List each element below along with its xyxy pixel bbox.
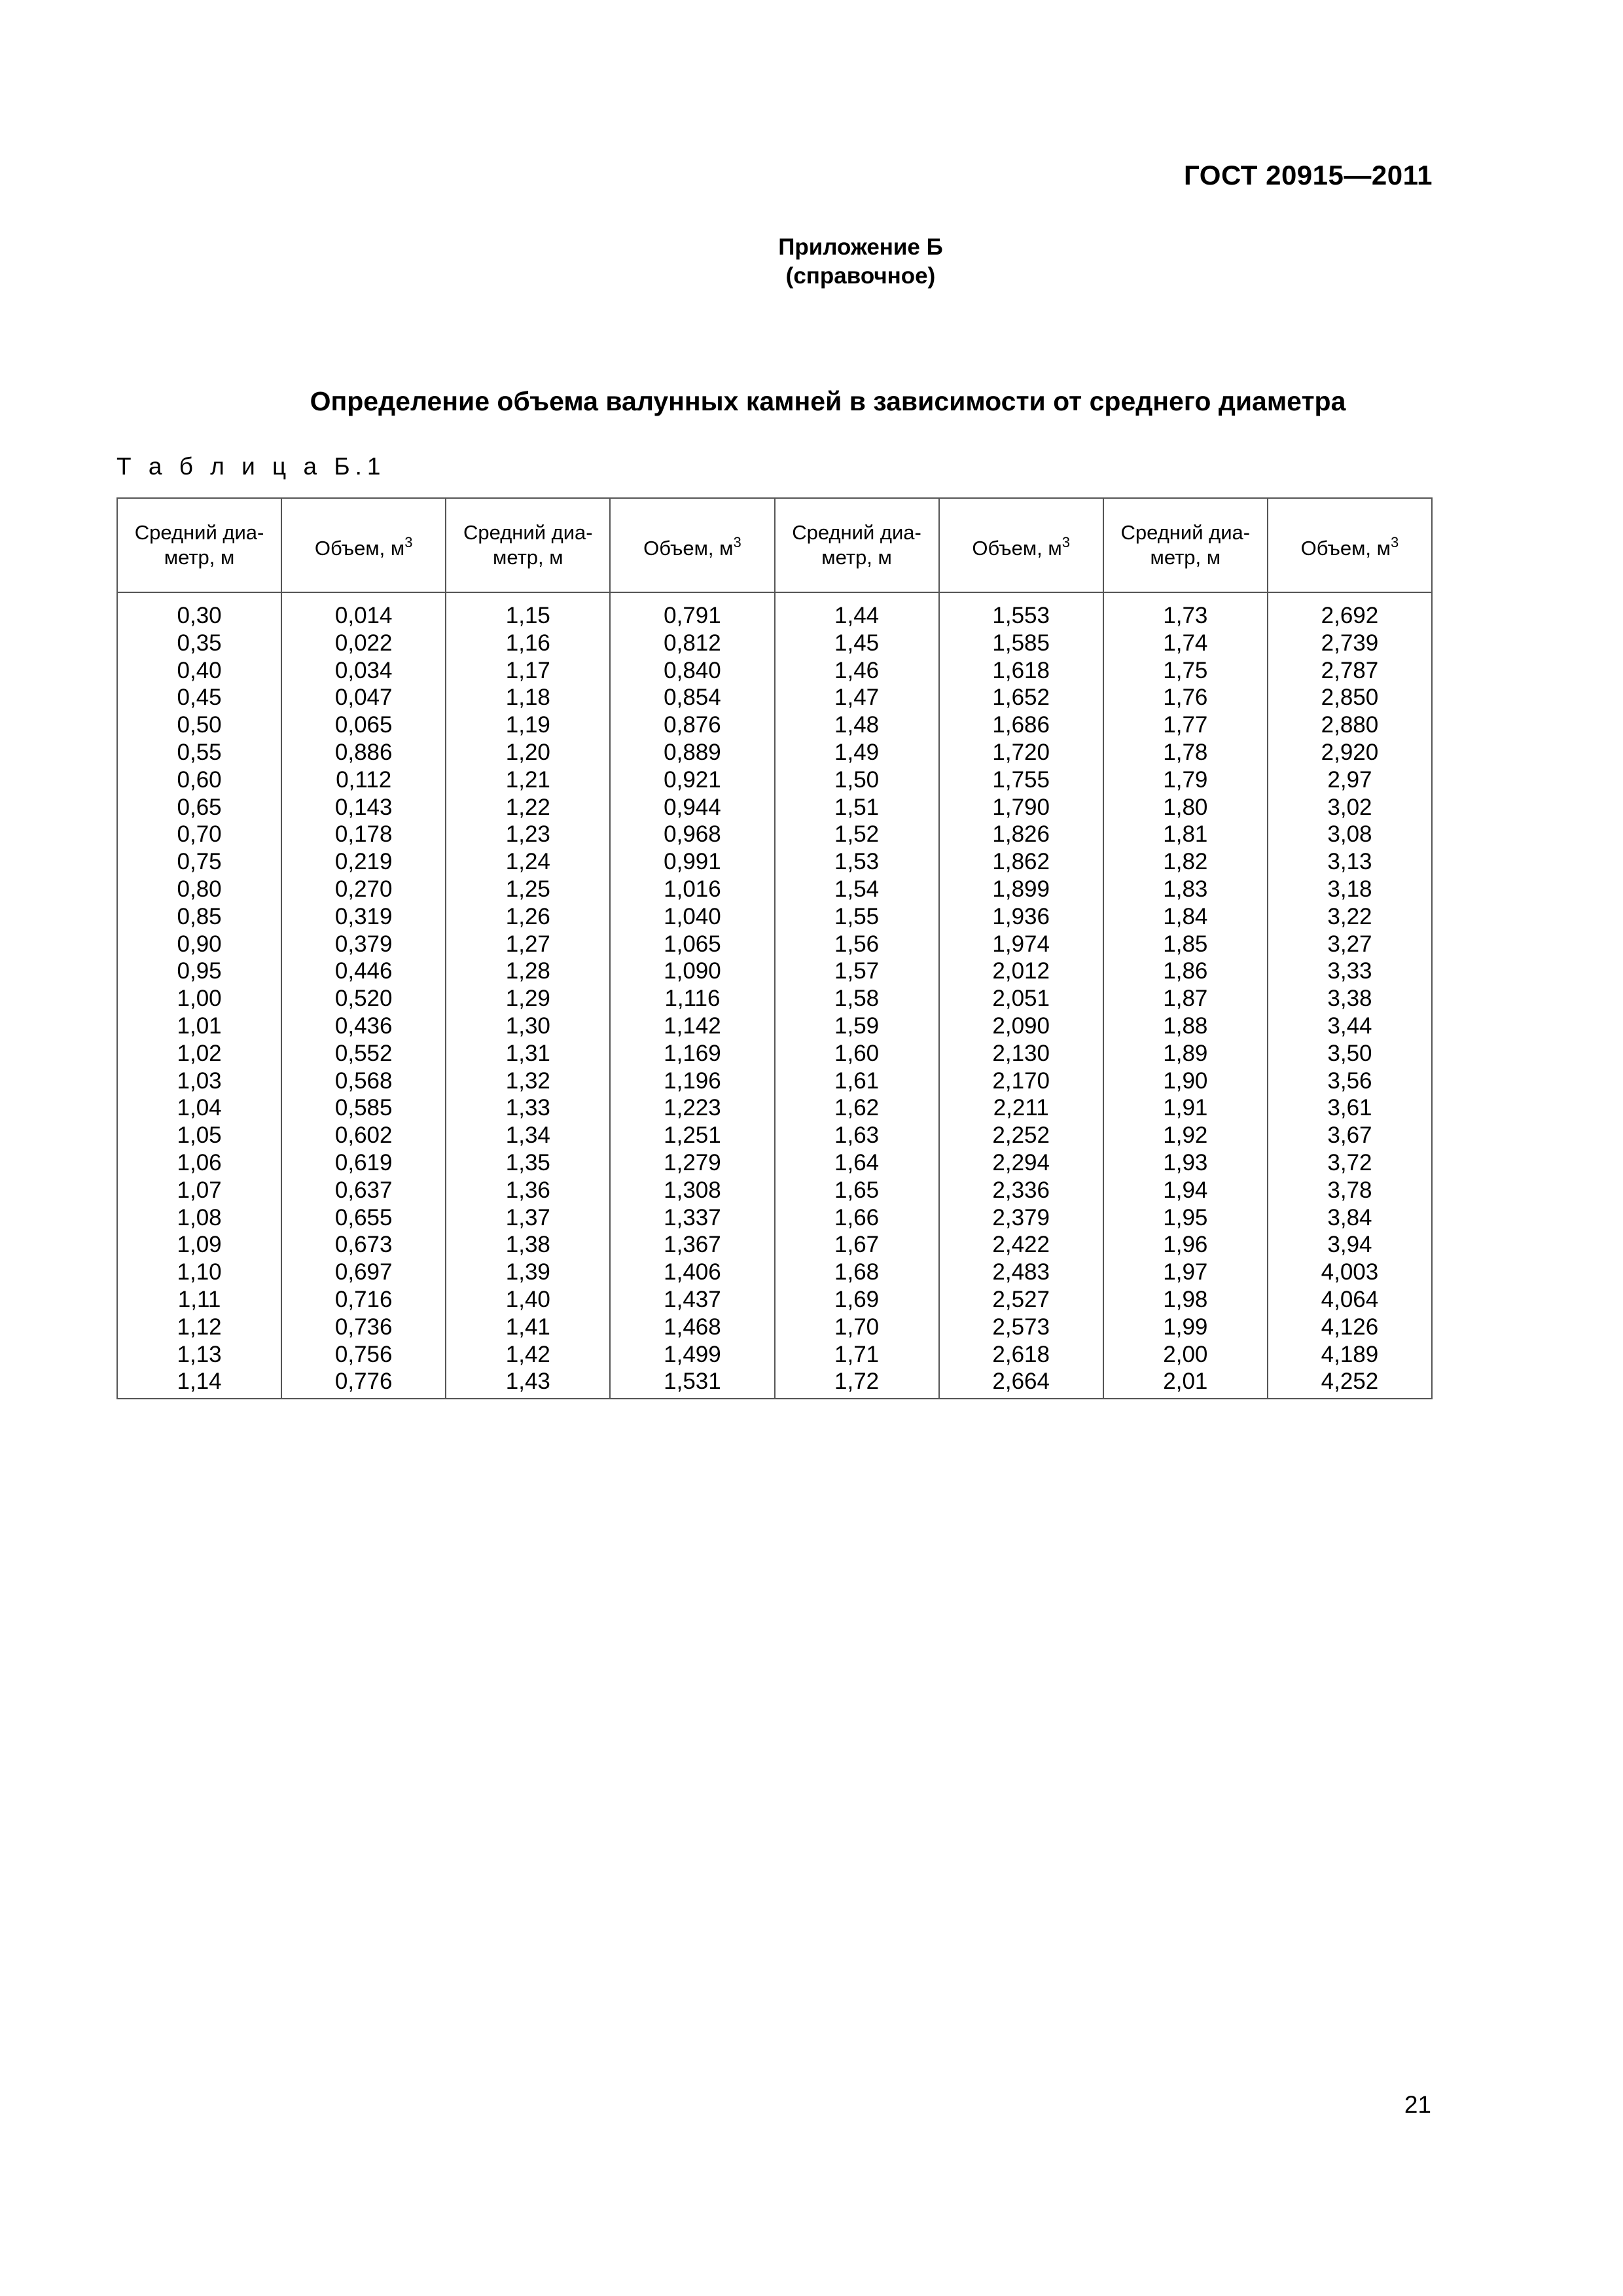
header-diameter: Средний диа- метр, м bbox=[775, 498, 939, 592]
diameter-cell: 1,21 bbox=[446, 766, 610, 794]
volume-cell: 4,003 bbox=[1268, 1259, 1432, 1286]
diameter-cell: 1,17 bbox=[446, 657, 610, 685]
volume-cell: 0,022 bbox=[281, 630, 446, 657]
volume-cell: 1,899 bbox=[939, 876, 1103, 903]
volume-cell: 2,573 bbox=[939, 1314, 1103, 1341]
volume-cell: 2,252 bbox=[939, 1122, 1103, 1149]
diameter-cell: 1,40 bbox=[446, 1286, 610, 1314]
diameter-cell: 1,01 bbox=[117, 1013, 281, 1040]
diameter-cell: 1,53 bbox=[775, 848, 939, 876]
volume-cell: 4,126 bbox=[1268, 1314, 1432, 1341]
diameter-cell: 1,94 bbox=[1103, 1177, 1268, 1204]
diameter-cell: 1,46 bbox=[775, 657, 939, 685]
diameter-cell: 1,00 bbox=[117, 985, 281, 1013]
table-row bbox=[117, 903, 1432, 931]
diameter-cell: 1,20 bbox=[446, 739, 610, 766]
volume-cell: 2,692 bbox=[1268, 592, 1432, 630]
volume-cell: 1,531 bbox=[610, 1368, 774, 1399]
diameter-cell: 0,35 bbox=[117, 630, 281, 657]
volume-cell: 2,211 bbox=[939, 1094, 1103, 1122]
diameter-cell: 1,70 bbox=[775, 1314, 939, 1341]
table-row bbox=[117, 1177, 1432, 1204]
volume-cell: 1,116 bbox=[610, 985, 774, 1013]
diameter-cell: 1,75 bbox=[1103, 657, 1268, 685]
table-label: Т а б л и ц а Б.1 bbox=[116, 453, 386, 480]
diameter-cell: 1,42 bbox=[446, 1341, 610, 1369]
volume-cell: 0,736 bbox=[281, 1314, 446, 1341]
volume-cell: 0,436 bbox=[281, 1013, 446, 1040]
table-row bbox=[117, 1122, 1432, 1149]
diameter-cell: 1,45 bbox=[775, 630, 939, 657]
diameter-cell: 1,37 bbox=[446, 1204, 610, 1232]
diameter-cell: 1,62 bbox=[775, 1094, 939, 1122]
diameter-cell: 1,58 bbox=[775, 985, 939, 1013]
table-row bbox=[117, 931, 1432, 958]
diameter-cell: 1,35 bbox=[446, 1149, 610, 1177]
page-title: Определение объема валунных камней в зависимости от среднего диаметра bbox=[310, 386, 1346, 416]
volume-cell: 0,673 bbox=[281, 1231, 446, 1259]
volume-cell: 1,337 bbox=[610, 1204, 774, 1232]
diameter-cell: 1,97 bbox=[1103, 1259, 1268, 1286]
volume-cell: 1,499 bbox=[610, 1341, 774, 1369]
diameter-cell: 1,67 bbox=[775, 1231, 939, 1259]
diameter-cell: 1,06 bbox=[117, 1149, 281, 1177]
diameter-cell: 1,11 bbox=[117, 1286, 281, 1314]
volume-cell: 0,552 bbox=[281, 1040, 446, 1067]
volume-cell: 3,08 bbox=[1268, 821, 1432, 848]
diameter-cell: 1,96 bbox=[1103, 1231, 1268, 1259]
table-row bbox=[117, 684, 1432, 711]
volume-cell: 1,618 bbox=[939, 657, 1103, 685]
volume-cell: 3,56 bbox=[1268, 1067, 1432, 1095]
diameter-cell: 1,54 bbox=[775, 876, 939, 903]
volume-cell: 2,618 bbox=[939, 1341, 1103, 1369]
volume-cell: 1,196 bbox=[610, 1067, 774, 1095]
diameter-cell: 1,14 bbox=[117, 1368, 281, 1399]
volume-cell: 1,308 bbox=[610, 1177, 774, 1204]
volume-cell: 2,527 bbox=[939, 1286, 1103, 1314]
diameter-cell: 1,68 bbox=[775, 1259, 939, 1286]
volume-cell: 1,686 bbox=[939, 711, 1103, 739]
diameter-cell: 1,12 bbox=[117, 1314, 281, 1341]
table-row bbox=[117, 766, 1432, 794]
volume-cell: 3,02 bbox=[1268, 794, 1432, 821]
volume-cell: 3,72 bbox=[1268, 1149, 1432, 1177]
diameter-cell: 1,99 bbox=[1103, 1314, 1268, 1341]
volume-cell: 1,065 bbox=[610, 931, 774, 958]
diameter-cell: 1,93 bbox=[1103, 1149, 1268, 1177]
diameter-cell: 0,80 bbox=[117, 876, 281, 903]
volume-cell: 1,974 bbox=[939, 931, 1103, 958]
table-row bbox=[117, 630, 1432, 657]
diameter-cell: 1,05 bbox=[117, 1122, 281, 1149]
diameter-cell: 1,27 bbox=[446, 931, 610, 958]
volume-cell: 1,585 bbox=[939, 630, 1103, 657]
volume-cell: 3,18 bbox=[1268, 876, 1432, 903]
volume-cell: 0,991 bbox=[610, 848, 774, 876]
diameter-cell: 1,98 bbox=[1103, 1286, 1268, 1314]
diameter-cell: 1,86 bbox=[1103, 958, 1268, 985]
table-row bbox=[117, 1040, 1432, 1067]
volume-cell: 1,090 bbox=[610, 958, 774, 985]
volume-cell: 3,50 bbox=[1268, 1040, 1432, 1067]
volume-cell: 0,319 bbox=[281, 903, 446, 931]
diameter-cell: 1,77 bbox=[1103, 711, 1268, 739]
diameter-cell: 1,61 bbox=[775, 1067, 939, 1095]
volume-cell: 3,84 bbox=[1268, 1204, 1432, 1232]
diameter-cell: 0,95 bbox=[117, 958, 281, 985]
volume-cell: 2,850 bbox=[1268, 684, 1432, 711]
diameter-cell: 1,31 bbox=[446, 1040, 610, 1067]
volume-cell: 0,889 bbox=[610, 739, 774, 766]
diameter-cell: 1,78 bbox=[1103, 739, 1268, 766]
diameter-cell: 1,82 bbox=[1103, 848, 1268, 876]
diameter-cell: 1,28 bbox=[446, 958, 610, 985]
volume-cell: 1,936 bbox=[939, 903, 1103, 931]
volume-cell: 1,251 bbox=[610, 1122, 774, 1149]
table-row bbox=[117, 1368, 1432, 1399]
header-volume: Объем, $м^3$ bbox=[281, 498, 446, 592]
diameter-cell: 1,51 bbox=[775, 794, 939, 821]
volume-cell: 0,812 bbox=[610, 630, 774, 657]
volume-cell: 0,112 bbox=[281, 766, 446, 794]
table-row bbox=[117, 985, 1432, 1013]
volume-cell: 0,921 bbox=[610, 766, 774, 794]
diameter-cell: 1,95 bbox=[1103, 1204, 1268, 1232]
diameter-cell: 1,87 bbox=[1103, 985, 1268, 1013]
diameter-cell: 1,30 bbox=[446, 1013, 610, 1040]
diameter-cell: 0,45 bbox=[117, 684, 281, 711]
table-row bbox=[117, 657, 1432, 685]
volume-cell: 4,189 bbox=[1268, 1341, 1432, 1369]
boulder-volume-table bbox=[116, 497, 1433, 1399]
volume-cell: 2,379 bbox=[939, 1204, 1103, 1232]
diameter-cell: 1,25 bbox=[446, 876, 610, 903]
volume-cell: 0,968 bbox=[610, 821, 774, 848]
diameter-cell: 1,90 bbox=[1103, 1067, 1268, 1095]
diameter-cell: 1,65 bbox=[775, 1177, 939, 1204]
diameter-cell: 1,10 bbox=[117, 1259, 281, 1286]
diameter-cell: 2,01 bbox=[1103, 1368, 1268, 1399]
diameter-cell: 0,85 bbox=[117, 903, 281, 931]
volume-cell: 3,94 bbox=[1268, 1231, 1432, 1259]
diameter-cell: 1,48 bbox=[775, 711, 939, 739]
diameter-cell: 0,30 bbox=[117, 592, 281, 630]
volume-cell: 0,219 bbox=[281, 848, 446, 876]
table-row bbox=[117, 739, 1432, 766]
header-diameter: Средний диа- метр, м bbox=[117, 498, 281, 592]
diameter-cell: 1,57 bbox=[775, 958, 939, 985]
diameter-cell: 0,70 bbox=[117, 821, 281, 848]
diameter-cell: 1,80 bbox=[1103, 794, 1268, 821]
diameter-cell: 0,60 bbox=[117, 766, 281, 794]
diameter-cell: 1,72 bbox=[775, 1368, 939, 1399]
volume-cell: 0,716 bbox=[281, 1286, 446, 1314]
diameter-cell: 1,38 bbox=[446, 1231, 610, 1259]
diameter-cell: 1,29 bbox=[446, 985, 610, 1013]
volume-cell: 1,367 bbox=[610, 1231, 774, 1259]
page-number: 21 bbox=[1404, 2091, 1431, 2118]
diameter-cell: 1,74 bbox=[1103, 630, 1268, 657]
diameter-cell: 1,66 bbox=[775, 1204, 939, 1232]
table-body bbox=[117, 592, 1432, 1399]
diameter-cell: 1,76 bbox=[1103, 684, 1268, 711]
diameter-cell: 1,47 bbox=[775, 684, 939, 711]
volume-cell: 1,169 bbox=[610, 1040, 774, 1067]
diameter-cell: 1,19 bbox=[446, 711, 610, 739]
diameter-cell: 1,03 bbox=[117, 1067, 281, 1095]
volume-cell: 3,33 bbox=[1268, 958, 1432, 985]
diameter-cell: 1,23 bbox=[446, 821, 610, 848]
volume-cell: 2,483 bbox=[939, 1259, 1103, 1286]
volume-cell: 0,791 bbox=[610, 592, 774, 630]
volume-cell: 2,880 bbox=[1268, 711, 1432, 739]
volume-cell: 0,876 bbox=[610, 711, 774, 739]
diameter-cell: 1,44 bbox=[775, 592, 939, 630]
volume-cell: 3,61 bbox=[1268, 1094, 1432, 1122]
diameter-cell: 0,55 bbox=[117, 739, 281, 766]
diameter-cell: 0,50 bbox=[117, 711, 281, 739]
diameter-cell: 1,04 bbox=[117, 1094, 281, 1122]
volume-cell: 0,886 bbox=[281, 739, 446, 766]
volume-cell: 2,422 bbox=[939, 1231, 1103, 1259]
diameter-cell: 1,60 bbox=[775, 1040, 939, 1067]
volume-cell: 0,585 bbox=[281, 1094, 446, 1122]
diameter-cell: 2,00 bbox=[1103, 1341, 1268, 1369]
table-row bbox=[117, 711, 1432, 739]
diameter-cell: 1,15 bbox=[446, 592, 610, 630]
diameter-cell: 1,13 bbox=[117, 1341, 281, 1369]
volume-cell: 1,720 bbox=[939, 739, 1103, 766]
table-row bbox=[117, 876, 1432, 903]
diameter-cell: 0,75 bbox=[117, 848, 281, 876]
diameter-cell: 1,85 bbox=[1103, 931, 1268, 958]
diameter-cell: 1,59 bbox=[775, 1013, 939, 1040]
table-row bbox=[117, 592, 1432, 630]
volume-cell: 0,143 bbox=[281, 794, 446, 821]
volume-cell: 0,379 bbox=[281, 931, 446, 958]
table-row bbox=[117, 1094, 1432, 1122]
diameter-cell: 1,84 bbox=[1103, 903, 1268, 931]
volume-cell: 2,97 bbox=[1268, 766, 1432, 794]
appendix-heading bbox=[0, 233, 1623, 291]
volume-cell: 3,27 bbox=[1268, 931, 1432, 958]
volume-cell: 3,44 bbox=[1268, 1013, 1432, 1040]
table-row bbox=[117, 1013, 1432, 1040]
volume-cell: 2,336 bbox=[939, 1177, 1103, 1204]
volume-cell: 3,78 bbox=[1268, 1177, 1432, 1204]
volume-cell: 0,034 bbox=[281, 657, 446, 685]
table-row bbox=[117, 848, 1432, 876]
volume-cell: 1,016 bbox=[610, 876, 774, 903]
volume-cell: 0,178 bbox=[281, 821, 446, 848]
volume-cell: 3,67 bbox=[1268, 1122, 1432, 1149]
diameter-cell: 1,39 bbox=[446, 1259, 610, 1286]
volume-cell: 1,040 bbox=[610, 903, 774, 931]
volume-cell: 3,13 bbox=[1268, 848, 1432, 876]
diameter-cell: 1,81 bbox=[1103, 821, 1268, 848]
volume-cell: 2,130 bbox=[939, 1040, 1103, 1067]
volume-cell: 2,294 bbox=[939, 1149, 1103, 1177]
table-row bbox=[117, 958, 1432, 985]
volume-cell: 1,437 bbox=[610, 1286, 774, 1314]
table-header-row bbox=[117, 498, 1432, 592]
document-code: ГОСТ 20915—2011 bbox=[1184, 160, 1433, 190]
diameter-cell: 1,52 bbox=[775, 821, 939, 848]
diameter-cell: 1,07 bbox=[117, 1177, 281, 1204]
diameter-cell: 1,63 bbox=[775, 1122, 939, 1149]
diameter-cell: 1,33 bbox=[446, 1094, 610, 1122]
volume-cell: 0,568 bbox=[281, 1067, 446, 1095]
volume-cell: 0,446 bbox=[281, 958, 446, 985]
volume-cell: 1,468 bbox=[610, 1314, 774, 1341]
header-volume: Объем, $м^3$ bbox=[1268, 498, 1432, 592]
diameter-cell: 1,02 bbox=[117, 1040, 281, 1067]
volume-cell: 1,755 bbox=[939, 766, 1103, 794]
volume-cell: 1,652 bbox=[939, 684, 1103, 711]
table-row bbox=[117, 1259, 1432, 1286]
table-row bbox=[117, 1231, 1432, 1259]
volume-cell: 0,520 bbox=[281, 985, 446, 1013]
volume-cell: 0,047 bbox=[281, 684, 446, 711]
volume-cell: 2,664 bbox=[939, 1368, 1103, 1399]
appendix-title: Приложение Б bbox=[778, 234, 943, 260]
header-volume: Объем, $м^3$ bbox=[610, 498, 774, 592]
diameter-cell: 1,43 bbox=[446, 1368, 610, 1399]
diameter-cell: 1,24 bbox=[446, 848, 610, 876]
volume-cell: 2,051 bbox=[939, 985, 1103, 1013]
diameter-cell: 1,91 bbox=[1103, 1094, 1268, 1122]
appendix-subtitle: (справочное) bbox=[785, 263, 936, 289]
volume-cell: 1,279 bbox=[610, 1149, 774, 1177]
volume-cell: 1,406 bbox=[610, 1259, 774, 1286]
volume-cell: 0,697 bbox=[281, 1259, 446, 1286]
diameter-cell: 1,92 bbox=[1103, 1122, 1268, 1149]
volume-cell: 0,776 bbox=[281, 1368, 446, 1399]
volume-cell: 0,637 bbox=[281, 1177, 446, 1204]
diameter-cell: 1,18 bbox=[446, 684, 610, 711]
volume-cell: 0,014 bbox=[281, 592, 446, 630]
volume-cell: 1,223 bbox=[610, 1094, 774, 1122]
diameter-cell: 1,26 bbox=[446, 903, 610, 931]
volume-cell: 1,142 bbox=[610, 1013, 774, 1040]
diameter-cell: 1,83 bbox=[1103, 876, 1268, 903]
diameter-cell: 1,55 bbox=[775, 903, 939, 931]
diameter-cell: 1,32 bbox=[446, 1067, 610, 1095]
diameter-cell: 1,73 bbox=[1103, 592, 1268, 630]
diameter-cell: 1,79 bbox=[1103, 766, 1268, 794]
diameter-cell: 1,69 bbox=[775, 1286, 939, 1314]
table-row bbox=[117, 1204, 1432, 1232]
volume-cell: 3,22 bbox=[1268, 903, 1432, 931]
volume-cell: 0,944 bbox=[610, 794, 774, 821]
table-row bbox=[117, 821, 1432, 848]
volume-cell: 0,854 bbox=[610, 684, 774, 711]
diameter-cell: 1,22 bbox=[446, 794, 610, 821]
diameter-cell: 1,71 bbox=[775, 1341, 939, 1369]
volume-cell: 2,090 bbox=[939, 1013, 1103, 1040]
volume-cell: 0,270 bbox=[281, 876, 446, 903]
diameter-cell: 1,89 bbox=[1103, 1040, 1268, 1067]
volume-cell: 3,38 bbox=[1268, 985, 1432, 1013]
diameter-cell: 1,50 bbox=[775, 766, 939, 794]
diameter-cell: 1,16 bbox=[446, 630, 610, 657]
diameter-cell: 1,34 bbox=[446, 1122, 610, 1149]
diameter-cell: 1,41 bbox=[446, 1314, 610, 1341]
diameter-cell: 0,90 bbox=[117, 931, 281, 958]
diameter-cell: 1,08 bbox=[117, 1204, 281, 1232]
table-row bbox=[117, 1149, 1432, 1177]
diameter-cell: 1,64 bbox=[775, 1149, 939, 1177]
volume-cell: 0,065 bbox=[281, 711, 446, 739]
volume-cell: 0,840 bbox=[610, 657, 774, 685]
table-row bbox=[117, 1341, 1432, 1369]
volume-cell: 1,826 bbox=[939, 821, 1103, 848]
volume-cell: 2,787 bbox=[1268, 657, 1432, 685]
volume-cell: 2,920 bbox=[1268, 739, 1432, 766]
table-row bbox=[117, 1314, 1432, 1341]
volume-cell: 4,252 bbox=[1268, 1368, 1432, 1399]
volume-cell: 0,756 bbox=[281, 1341, 446, 1369]
diameter-cell: 1,49 bbox=[775, 739, 939, 766]
header-volume: Объем, $м^3$ bbox=[939, 498, 1103, 592]
diameter-cell: 0,65 bbox=[117, 794, 281, 821]
diameter-cell: 1,09 bbox=[117, 1231, 281, 1259]
volume-cell: 1,862 bbox=[939, 848, 1103, 876]
table-row bbox=[117, 794, 1432, 821]
header-diameter: Средний диа- метр, м bbox=[1103, 498, 1268, 592]
table-row bbox=[117, 1286, 1432, 1314]
diameter-cell: 0,40 bbox=[117, 657, 281, 685]
volume-cell: 0,655 bbox=[281, 1204, 446, 1232]
volume-cell: 0,619 bbox=[281, 1149, 446, 1177]
volume-cell: 0,602 bbox=[281, 1122, 446, 1149]
diameter-cell: 1,88 bbox=[1103, 1013, 1268, 1040]
table-row bbox=[117, 1067, 1432, 1095]
volume-cell: 2,739 bbox=[1268, 630, 1432, 657]
volume-cell: 2,170 bbox=[939, 1067, 1103, 1095]
diameter-cell: 1,36 bbox=[446, 1177, 610, 1204]
volume-cell: 4,064 bbox=[1268, 1286, 1432, 1314]
volume-cell: 1,553 bbox=[939, 592, 1103, 630]
volume-cell: 2,012 bbox=[939, 958, 1103, 985]
diameter-cell: 1,56 bbox=[775, 931, 939, 958]
header-diameter: Средний диа- метр, м bbox=[446, 498, 610, 592]
volume-cell: 1,790 bbox=[939, 794, 1103, 821]
